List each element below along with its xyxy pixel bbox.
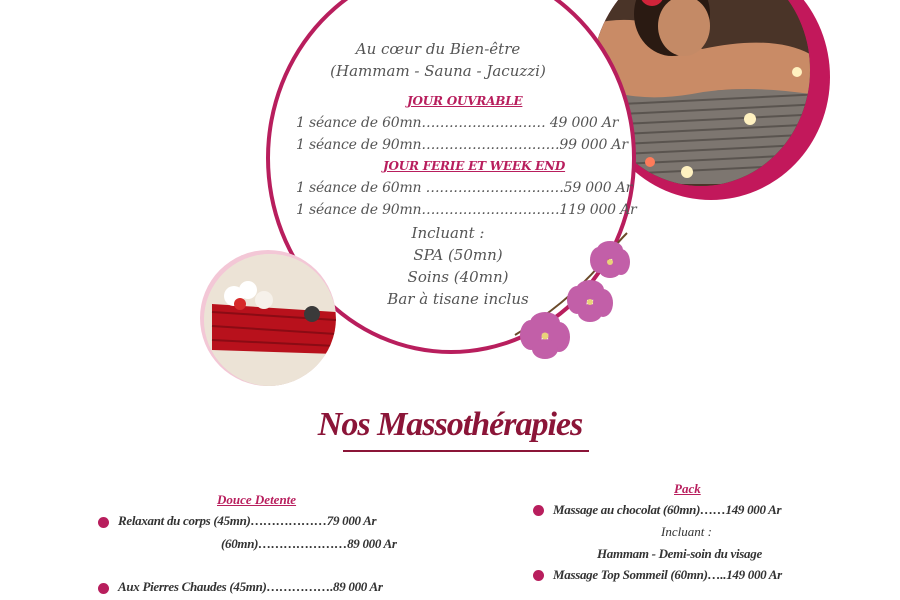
towel-photo <box>200 250 336 386</box>
pack-including-detail: Hammam - Demi-soin du visage <box>597 546 762 561</box>
spa-intro-line1: Au cœur du Bien-être <box>355 40 521 58</box>
spa-including-spa: SPA (50mn) <box>413 246 503 264</box>
towel-flowers-illustration <box>204 254 336 386</box>
pierres-chaudes-item: Aux Pierres Chaudes (45mn)…………….89 000 Ar <box>118 579 383 594</box>
relaxant-60-item: (60mn)…………………89 000 Ar <box>221 536 397 551</box>
chocolat-item: Massage au chocolat (60mn)……149 000 Ar <box>553 502 782 517</box>
spa-intro-line2: (Hammam - Sauna - Jacuzzi) <box>330 62 546 80</box>
towel-photo-image <box>204 254 336 386</box>
bullet-icon <box>98 583 109 594</box>
pack-header: Pack <box>674 481 701 496</box>
relaxant-item: Relaxant du corps (45mn)………………79 000 Ar <box>118 513 377 528</box>
title-underline <box>343 450 589 452</box>
weekday-header: JOUR OUVRABLE <box>407 94 523 108</box>
bullet-icon <box>98 517 109 528</box>
weekday-60-line: 1 séance de 60mn……………………… 49 000 Ar <box>296 115 619 131</box>
top-sommeil-item: Massage Top Sommeil (60mn)…..149 000 Ar <box>553 567 782 582</box>
bullet-icon <box>533 505 544 516</box>
spa-including-label: Incluant : <box>411 224 485 242</box>
weekend-header: JOUR FERIE ET WEEK END <box>383 159 566 173</box>
weekend-60-line: 1 séance de 60mn …………………………59 000 Ar <box>296 180 633 196</box>
section-title: Nos Massothérapies <box>317 406 583 443</box>
spa-including-soins: Soins (40mn) <box>407 268 509 286</box>
orchid-flowers-decoration <box>505 225 645 370</box>
weekday-90-line: 1 séance de 90mn…………………………99 000 Ar <box>296 137 628 153</box>
pack-including-label: Incluant : <box>661 524 712 539</box>
bullet-icon <box>533 570 544 581</box>
weekend-90-line: 1 séance de 90mn…………………………119 000 Ar <box>296 202 637 218</box>
spa-including-bar: Bar à tisane inclus <box>387 290 529 308</box>
douce-detente-header: Douce Detente <box>217 492 297 507</box>
